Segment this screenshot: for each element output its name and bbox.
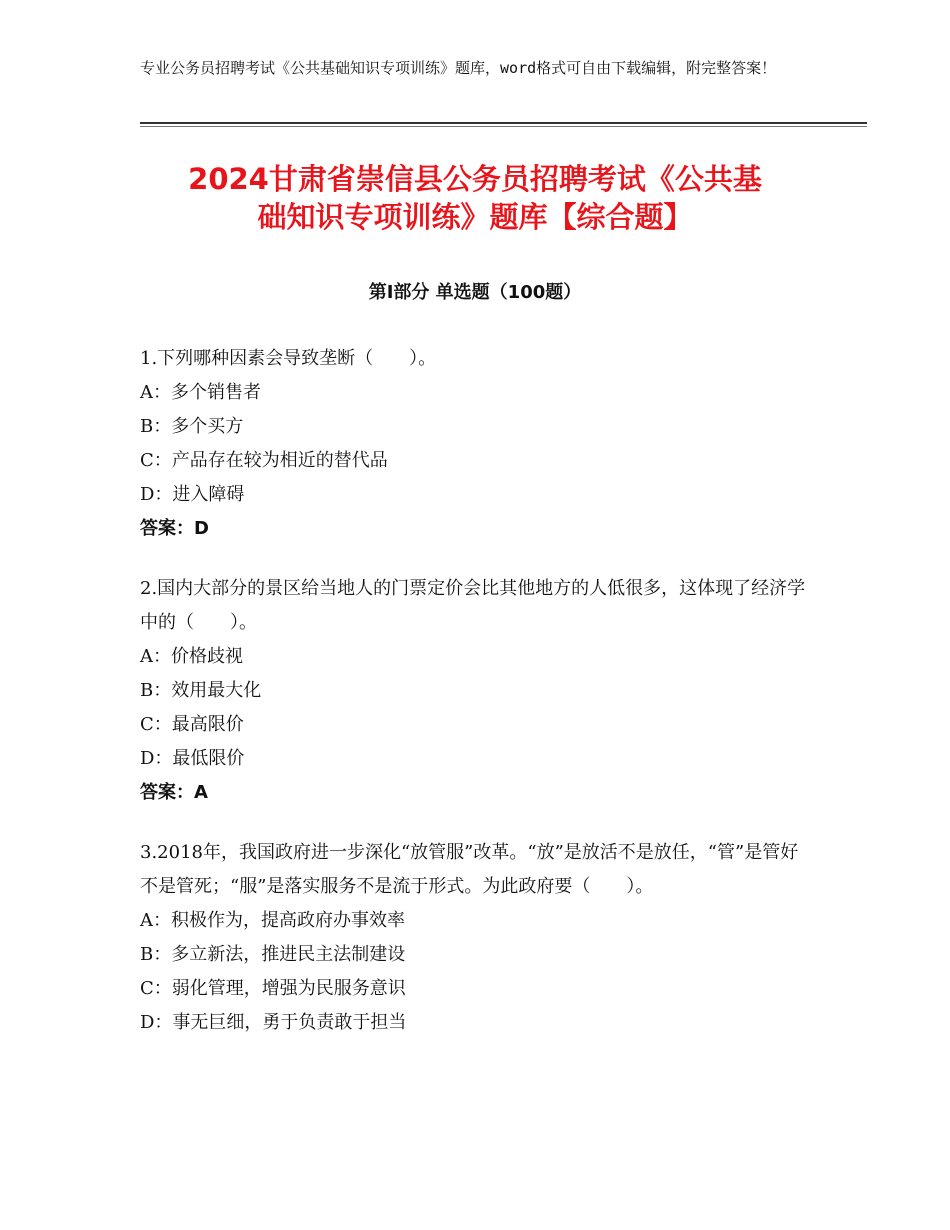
document-title-line-1: 2024甘肃省崇信县公务员招聘考试《公共基	[188, 162, 762, 196]
document-title-line-2: 础知识专项训练》题库【综合题】	[257, 200, 693, 234]
option-b: B：多个买方	[140, 416, 244, 437]
question-2	[140, 572, 810, 810]
question-3	[140, 836, 810, 1040]
option-d: D：进入障碍	[140, 484, 245, 505]
option-a: A：多个销售者	[140, 382, 261, 403]
answer: 答案：D	[140, 518, 209, 539]
question-list	[140, 342, 810, 1066]
document-title	[120, 160, 830, 236]
question-stem: 3.2018年，我国政府进一步深化“放管服”改革。“放”是放活不是放任，“管”是管好不是管死；“服”是落实服务不是流于形式。为此政府要（ ）。	[140, 842, 799, 897]
header-divider-thin	[140, 126, 867, 127]
header-divider-thick	[140, 122, 867, 124]
option-a: A：价格歧视	[140, 646, 243, 667]
option-b: B：效用最大化	[140, 680, 262, 701]
header-note: 专业公务员招聘考试《公共基础知识专项训练》题库，word格式可自由下载编辑，附完整答案！	[140, 59, 777, 77]
question-stem: 1.下列哪种因素会导致垄断（ ）。	[140, 348, 437, 369]
option-b: B：多立新法，推进民主法制建设	[140, 944, 406, 965]
section-title: 第Ⅰ部分 单选题（100题）	[368, 282, 582, 303]
option-c: C：最高限价	[140, 714, 244, 735]
option-d: D：最低限价	[140, 748, 245, 769]
option-d: D：事无巨细，勇于负责敢于担当	[140, 1012, 407, 1033]
option-c: C：产品存在较为相近的替代品	[140, 450, 388, 471]
question-1	[140, 342, 810, 546]
option-c: C：弱化管理，增强为民服务意识	[140, 978, 406, 999]
answer: 答案：A	[140, 782, 208, 803]
question-stem: 2.国内大部分的景区给当地人的门票定价会比其他地方的人低很多，这体现了经济学中的（ ）。	[140, 578, 806, 633]
option-a: A：积极作为，提高政府办事效率	[140, 910, 405, 931]
